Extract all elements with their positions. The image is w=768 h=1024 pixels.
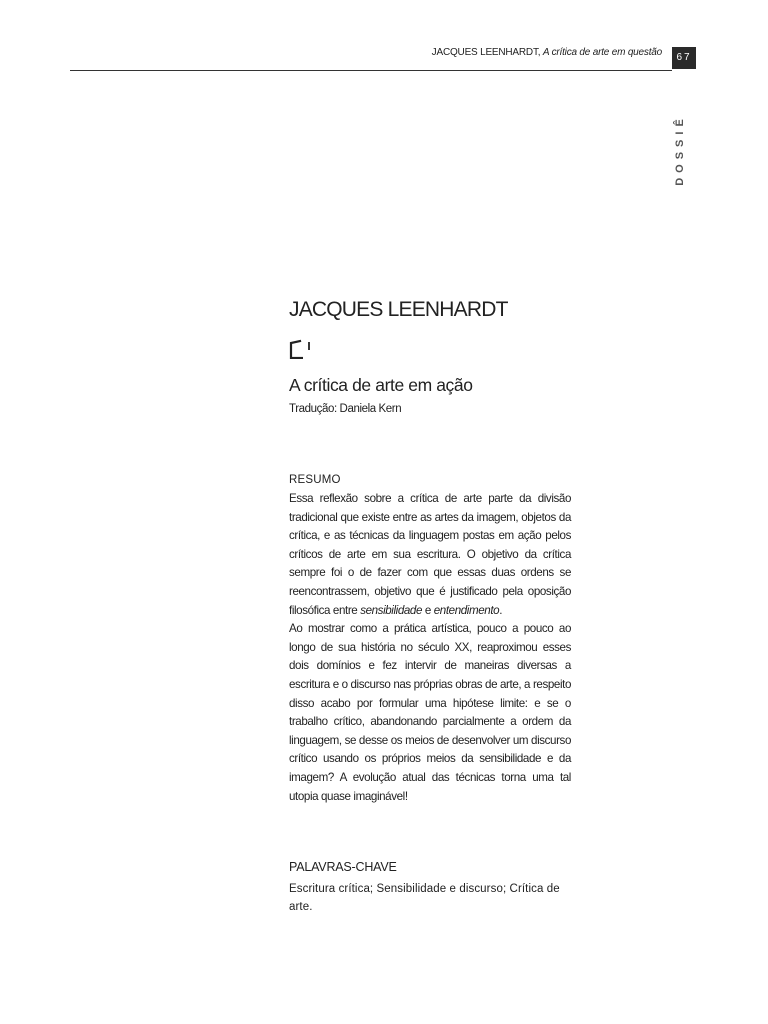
header-rule <box>70 70 672 71</box>
abstract-paragraph-1 <box>289 490 571 620</box>
running-head-title: A crítica de arte em questão <box>542 47 662 58</box>
abstract-p1-emphasis-1: sensibilidade <box>360 603 423 617</box>
keywords-text: Escritura crítica; Sensibilidade e discurso; Crítica de arte. <box>289 883 560 913</box>
keywords-heading: PALAVRAS-CHAVE <box>289 860 397 874</box>
journal-logo-icon <box>289 339 313 359</box>
abstract-p1-connector: e <box>422 603 434 617</box>
page-number: 67 <box>672 47 696 69</box>
abstract-body <box>289 490 571 806</box>
article-title: A crítica de arte em ação <box>289 375 473 395</box>
abstract-p1-end: . <box>499 603 503 617</box>
running-head <box>380 47 662 58</box>
abstract-p1-text: Essa reflexão sobre a crítica de arte parte da divisão tradicional que existe entre as artes da imagem, objetos da crítica, e as técnicas da linguagem postas em ação pelos críticos de arte em sua escritura. O objetivo da crítica sempre foi o de fazer com que essas duas ordens se reencontrassem, objetivo que é justificado pela oposição filosófica entre <box>289 492 571 617</box>
translator-credit: Tradução: Daniela Kern <box>289 403 402 415</box>
author-name: JACQUES LEENHARDT <box>289 298 508 321</box>
running-head-author: JACQUES LEENHARDT, <box>431 47 543 58</box>
abstract-heading: RESUMO <box>289 474 341 486</box>
abstract-p1-emphasis-2: entendimento <box>433 603 500 617</box>
section-label <box>658 110 702 190</box>
section-label-text: DOSSIÊ <box>674 114 686 186</box>
abstract-paragraph-2: Ao mostrar como a prática artística, pouco a pouco ao longo de sua história no século XX, reaproximou esses dois domínios e fez intervir de maneiras diversas a escritura e o discurso nas próprias obras de arte, a respeito disso acabo por formular uma hipótese limite: e se o trabalho crítico, abandonando parcialmente a ordem da linguagem, se desse os meios de desenvolver um discurso crítico usando os próprios meios da sensibilidade e da imagem? A evolução atual das técnicas torna uma tal utopia quase imaginável! <box>289 622 571 803</box>
